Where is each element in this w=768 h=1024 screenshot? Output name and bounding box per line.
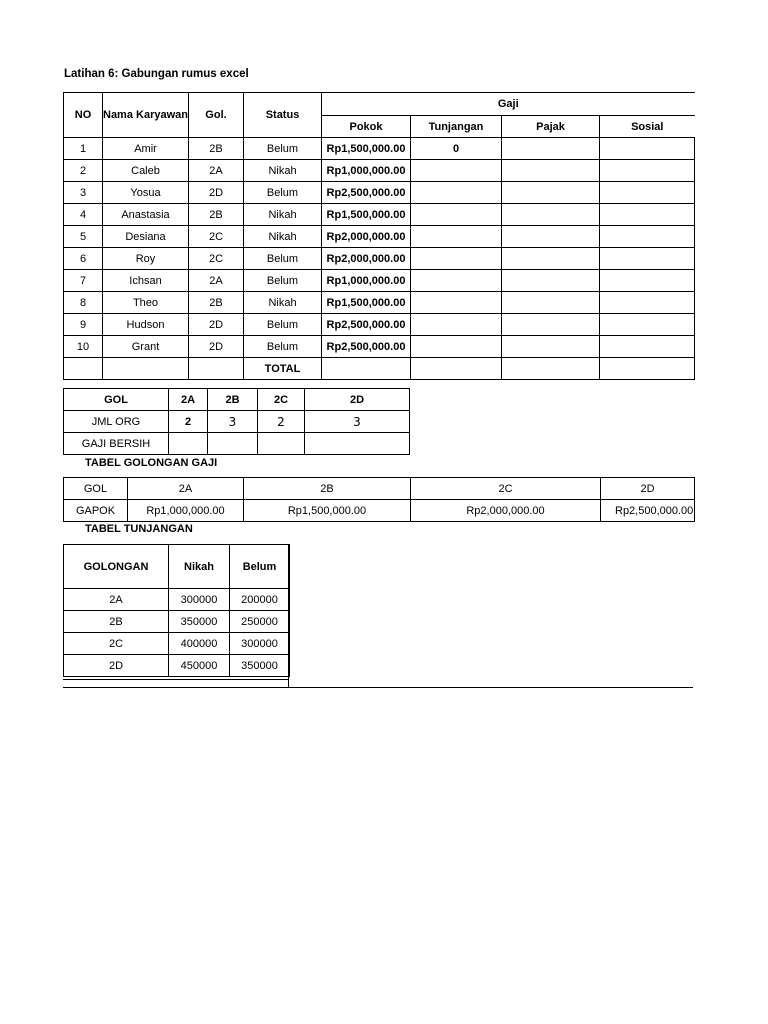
- table-row: [64, 292, 695, 314]
- cell-pajak: [502, 314, 600, 336]
- tunjangan-gol: 2D: [64, 655, 169, 677]
- tunjangan-nikah: 450000: [169, 655, 230, 677]
- cell-sosial: [600, 138, 695, 160]
- total-row-empty-nama: [103, 358, 189, 380]
- cell-pokok: Rp1,500,000.00: [322, 138, 411, 160]
- cell-pajak: [502, 336, 600, 358]
- cell-sosial: [600, 336, 695, 358]
- golongan-gaji-table: [63, 477, 695, 522]
- header-tunjangan: Tunjangan: [411, 116, 502, 138]
- total-sosial: [600, 358, 695, 380]
- cell-no: 1: [64, 138, 103, 160]
- header-nama-karyawan: Nama Karyawan: [103, 93, 189, 138]
- cell-tunjangan: [411, 204, 502, 226]
- cell-tunjangan: 0: [411, 138, 502, 160]
- table-row: [64, 248, 695, 270]
- tunjangan-header-golongan: GOLONGAN: [64, 545, 169, 589]
- cell-tunjangan: [411, 292, 502, 314]
- golongan-gapok-label: GAPOK: [64, 500, 128, 522]
- table-row: [64, 633, 290, 655]
- table-row: [64, 314, 695, 336]
- summary-header-2a: 2A: [169, 389, 208, 411]
- cell-tunjangan: [411, 160, 502, 182]
- cell-sosial: [600, 314, 695, 336]
- cell-pajak: [502, 160, 600, 182]
- jml-org-2a: 2: [169, 411, 208, 433]
- table-row: [64, 160, 695, 182]
- cell-pokok: Rp2,000,000.00: [322, 248, 411, 270]
- summary-header-2b: 2B: [208, 389, 258, 411]
- cell-status: Belum: [244, 138, 322, 160]
- cell-tunjangan: [411, 336, 502, 358]
- gaji-bersih-2c: [258, 433, 305, 455]
- gapok-2d: Rp2,500,000.00: [601, 500, 695, 522]
- cell-nama: Grant: [103, 336, 189, 358]
- header-gol: Gol.: [189, 93, 244, 138]
- gapok-2c: Rp2,000,000.00: [411, 500, 601, 522]
- page-title: Latihan 6: Gabungan rumus excel: [64, 68, 249, 80]
- cell-tunjangan: [411, 270, 502, 292]
- cell-gol: 2A: [189, 270, 244, 292]
- total-tunjangan: [411, 358, 502, 380]
- golongan-2c: 2C: [411, 478, 601, 500]
- header-status: Status: [244, 93, 322, 138]
- cell-pokok: Rp1,000,000.00: [322, 160, 411, 182]
- tunjangan-table-caption: TABEL TUNJANGAN: [85, 523, 193, 535]
- table-row: [64, 611, 290, 633]
- tunjangan-header-nikah: Nikah: [169, 545, 230, 589]
- cell-nama: Yosua: [103, 182, 189, 204]
- cell-nama: Amir: [103, 138, 189, 160]
- table-row: [64, 655, 290, 677]
- employee-salary-table: [63, 92, 695, 380]
- cell-tunjangan: [411, 226, 502, 248]
- tunjangan-table: [63, 544, 290, 677]
- header-pajak: Pajak: [502, 116, 600, 138]
- cell-nama: Ichsan: [103, 270, 189, 292]
- total-pokok: [322, 358, 411, 380]
- cell-gol: 2B: [189, 292, 244, 314]
- cell-sosial: [600, 182, 695, 204]
- cell-sosial: [600, 160, 695, 182]
- jml-org-2b: 3: [208, 411, 258, 433]
- cell-pokok: Rp2,000,000.00: [322, 226, 411, 248]
- cell-pajak: [502, 248, 600, 270]
- golongan-2a: 2A: [128, 478, 244, 500]
- header-no: NO: [64, 93, 103, 138]
- tunjangan-belum: 200000: [230, 589, 290, 611]
- summary-table: [63, 388, 410, 455]
- cell-pajak: [502, 270, 600, 292]
- cell-pajak: [502, 204, 600, 226]
- table-row: [64, 226, 695, 248]
- total-row-empty-gol: [189, 358, 244, 380]
- page-bottom-rule: [63, 687, 693, 688]
- cell-gol: 2C: [189, 248, 244, 270]
- tunjangan-gol: 2B: [64, 611, 169, 633]
- tunjangan-belum: 250000: [230, 611, 290, 633]
- table-row: [64, 589, 290, 611]
- cell-gol: 2D: [189, 182, 244, 204]
- cell-nama: Anastasia: [103, 204, 189, 226]
- cell-nama: Desiana: [103, 226, 189, 248]
- header-gaji: Gaji: [322, 93, 695, 116]
- cell-no: 3: [64, 182, 103, 204]
- cell-tunjangan: [411, 248, 502, 270]
- cell-gol: 2D: [189, 336, 244, 358]
- table-row: [64, 138, 695, 160]
- header-pokok: Pokok: [322, 116, 411, 138]
- tunjangan-gol: 2A: [64, 589, 169, 611]
- cell-nama: Roy: [103, 248, 189, 270]
- total-label: TOTAL: [244, 358, 322, 380]
- cell-no: 8: [64, 292, 103, 314]
- tunjangan-nikah: 400000: [169, 633, 230, 655]
- jml-org-label: JML ORG: [64, 411, 169, 433]
- total-pajak: [502, 358, 600, 380]
- tunjangan-belum: 300000: [230, 633, 290, 655]
- gaji-bersih-label: GAJI BERSIH: [64, 433, 169, 455]
- summary-header-gol: GOL: [64, 389, 169, 411]
- cell-pokok: Rp2,500,000.00: [322, 336, 411, 358]
- table-row: [64, 336, 695, 358]
- cell-pokok: Rp1,500,000.00: [322, 204, 411, 226]
- tunjangan-right-rule: [288, 544, 289, 687]
- summary-header-2c: 2C: [258, 389, 305, 411]
- cell-pajak: [502, 292, 600, 314]
- tunjangan-gol: 2C: [64, 633, 169, 655]
- jml-org-2c: 2: [258, 411, 305, 433]
- cell-sosial: [600, 204, 695, 226]
- cell-pajak: [502, 182, 600, 204]
- gaji-bersih-2a: [169, 433, 208, 455]
- cell-sosial: [600, 292, 695, 314]
- cell-gol: 2D: [189, 314, 244, 336]
- cell-status: Nikah: [244, 204, 322, 226]
- table-row: [64, 182, 695, 204]
- tunjangan-header-belum: Belum: [230, 545, 290, 589]
- total-row-empty-no: [64, 358, 103, 380]
- cell-nama: Caleb: [103, 160, 189, 182]
- cell-status: Belum: [244, 248, 322, 270]
- jml-org-2d: 3: [305, 411, 410, 433]
- cell-status: Belum: [244, 270, 322, 292]
- cell-pajak: [502, 138, 600, 160]
- cell-pokok: Rp2,500,000.00: [322, 182, 411, 204]
- cell-gol: 2C: [189, 226, 244, 248]
- cell-no: 2: [64, 160, 103, 182]
- table-row: [64, 204, 695, 226]
- cell-status: Belum: [244, 314, 322, 336]
- summary-header-2d: 2D: [305, 389, 410, 411]
- cell-no: 7: [64, 270, 103, 292]
- cell-status: Nikah: [244, 226, 322, 248]
- cell-nama: Theo: [103, 292, 189, 314]
- cell-status: Belum: [244, 336, 322, 358]
- cell-status: Nikah: [244, 292, 322, 314]
- gapok-2a: Rp1,000,000.00: [128, 500, 244, 522]
- cell-no: 6: [64, 248, 103, 270]
- cell-status: Belum: [244, 182, 322, 204]
- cell-sosial: [600, 248, 695, 270]
- cell-gol: 2B: [189, 138, 244, 160]
- golongan-2d: 2D: [601, 478, 695, 500]
- gaji-bersih-2b: [208, 433, 258, 455]
- cell-pajak: [502, 226, 600, 248]
- cell-pokok: Rp2,500,000.00: [322, 314, 411, 336]
- cell-no: 4: [64, 204, 103, 226]
- cell-pokok: Rp1,000,000.00: [322, 270, 411, 292]
- cell-sosial: [600, 270, 695, 292]
- golongan-gol-label: GOL: [64, 478, 128, 500]
- golongan-table-caption: TABEL GOLONGAN GAJI: [85, 457, 218, 469]
- cell-no: 10: [64, 336, 103, 358]
- tunjangan-belum: 350000: [230, 655, 290, 677]
- golongan-2b: 2B: [244, 478, 411, 500]
- cell-tunjangan: [411, 314, 502, 336]
- tunjangan-bottom-rule: [63, 679, 289, 680]
- cell-no: 9: [64, 314, 103, 336]
- gaji-bersih-2d: [305, 433, 410, 455]
- header-sosial: Sosial: [600, 116, 695, 138]
- gapok-2b: Rp1,500,000.00: [244, 500, 411, 522]
- tunjangan-nikah: 300000: [169, 589, 230, 611]
- table-row: [64, 270, 695, 292]
- cell-pokok: Rp1,500,000.00: [322, 292, 411, 314]
- cell-no: 5: [64, 226, 103, 248]
- cell-tunjangan: [411, 182, 502, 204]
- cell-gol: 2A: [189, 160, 244, 182]
- tunjangan-nikah: 350000: [169, 611, 230, 633]
- cell-gol: 2B: [189, 204, 244, 226]
- cell-nama: Hudson: [103, 314, 189, 336]
- cell-sosial: [600, 226, 695, 248]
- cell-status: Nikah: [244, 160, 322, 182]
